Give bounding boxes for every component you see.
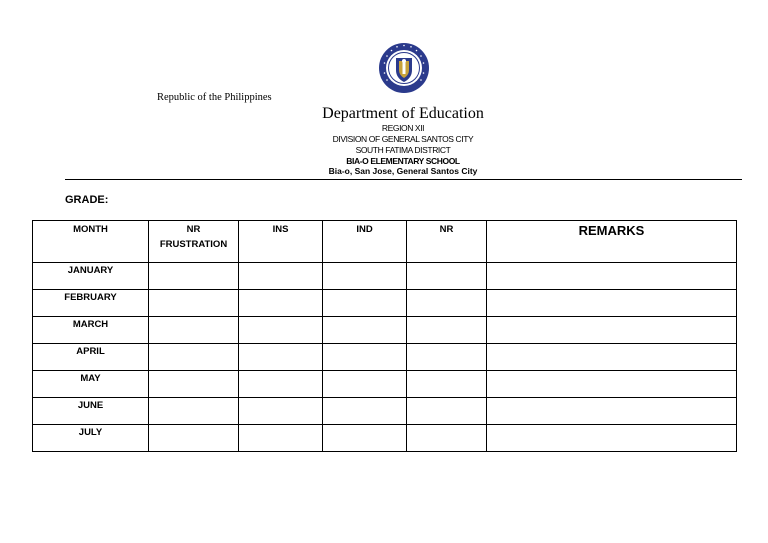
ins-cell[interactable] xyxy=(239,371,323,398)
col-header-remarks: REMARKS xyxy=(487,221,737,263)
month-cell: JANUARY xyxy=(33,263,149,290)
month-cell: MARCH xyxy=(33,317,149,344)
table-row xyxy=(33,398,737,425)
remarks-cell[interactable] xyxy=(487,344,737,371)
nr-cell[interactable] xyxy=(407,398,487,425)
table-row xyxy=(33,425,737,452)
table-header-row xyxy=(33,221,737,263)
header-divider xyxy=(65,179,742,180)
nr-frustration-cell[interactable] xyxy=(149,425,239,452)
ind-cell[interactable] xyxy=(323,371,407,398)
ind-cell[interactable] xyxy=(323,317,407,344)
month-cell: MAY xyxy=(33,371,149,398)
ind-cell[interactable] xyxy=(323,425,407,452)
school-name: BIA-O ELEMENTARY SCHOOL xyxy=(346,156,460,166)
col-header-nr: NR xyxy=(407,221,487,263)
remarks-cell[interactable] xyxy=(487,263,737,290)
month-cell: APRIL xyxy=(33,344,149,371)
nr-cell[interactable] xyxy=(407,290,487,317)
ins-cell[interactable] xyxy=(239,263,323,290)
ind-cell[interactable] xyxy=(323,263,407,290)
table-row xyxy=(33,317,737,344)
month-cell: JULY xyxy=(33,425,149,452)
col-header-month: MONTH xyxy=(33,221,149,263)
nr-frustration-cell[interactable] xyxy=(149,263,239,290)
nr-frustration-cell[interactable] xyxy=(149,344,239,371)
ind-cell[interactable] xyxy=(323,344,407,371)
nr-cell[interactable] xyxy=(407,371,487,398)
ins-cell[interactable] xyxy=(239,317,323,344)
ind-cell[interactable] xyxy=(323,290,407,317)
district-label: SOUTH FATIMA DISTRICT xyxy=(355,145,451,155)
region-label: REGION XII xyxy=(381,123,425,133)
division-label: DIVISION OF GENERAL SANTOS CITY xyxy=(332,134,474,144)
ins-cell[interactable] xyxy=(239,344,323,371)
nr-cell[interactable] xyxy=(407,317,487,344)
remarks-cell[interactable] xyxy=(487,425,737,452)
table-row xyxy=(33,344,737,371)
school-address: Bia-o, San Jose, General Santos City xyxy=(328,166,478,176)
col-header-ind: IND xyxy=(323,221,407,263)
monthly-reading-table xyxy=(32,220,737,452)
ind-cell[interactable] xyxy=(323,398,407,425)
nr-cell[interactable] xyxy=(407,425,487,452)
ins-cell[interactable] xyxy=(239,290,323,317)
remarks-cell[interactable] xyxy=(487,290,737,317)
remarks-cell[interactable] xyxy=(487,398,737,425)
nr-cell[interactable] xyxy=(407,344,487,371)
nr-cell[interactable] xyxy=(407,263,487,290)
col-header-nr-frustration xyxy=(149,221,239,263)
nr-frustration-cell[interactable] xyxy=(149,398,239,425)
month-cell: FEBRUARY xyxy=(33,290,149,317)
remarks-cell[interactable] xyxy=(487,371,737,398)
department-title: Department of Education xyxy=(322,105,484,122)
ins-cell[interactable] xyxy=(239,398,323,425)
republic-label: Republic of the Philippines xyxy=(157,92,272,103)
remarks-cell[interactable] xyxy=(487,317,737,344)
col-header-ins: INS xyxy=(239,221,323,263)
ins-cell[interactable] xyxy=(239,425,323,452)
month-cell: JUNE xyxy=(33,398,149,425)
table-row xyxy=(33,371,737,398)
nr-frustration-cell[interactable] xyxy=(149,317,239,344)
nr-frustration-cell[interactable] xyxy=(149,290,239,317)
grade-label: GRADE: xyxy=(65,194,109,206)
table-row xyxy=(33,263,737,290)
col-header-nr-frustration-label: NR FRUSTRATION xyxy=(159,224,228,250)
table-row xyxy=(33,290,737,317)
deped-seal-logo xyxy=(378,42,430,94)
nr-frustration-cell[interactable] xyxy=(149,371,239,398)
